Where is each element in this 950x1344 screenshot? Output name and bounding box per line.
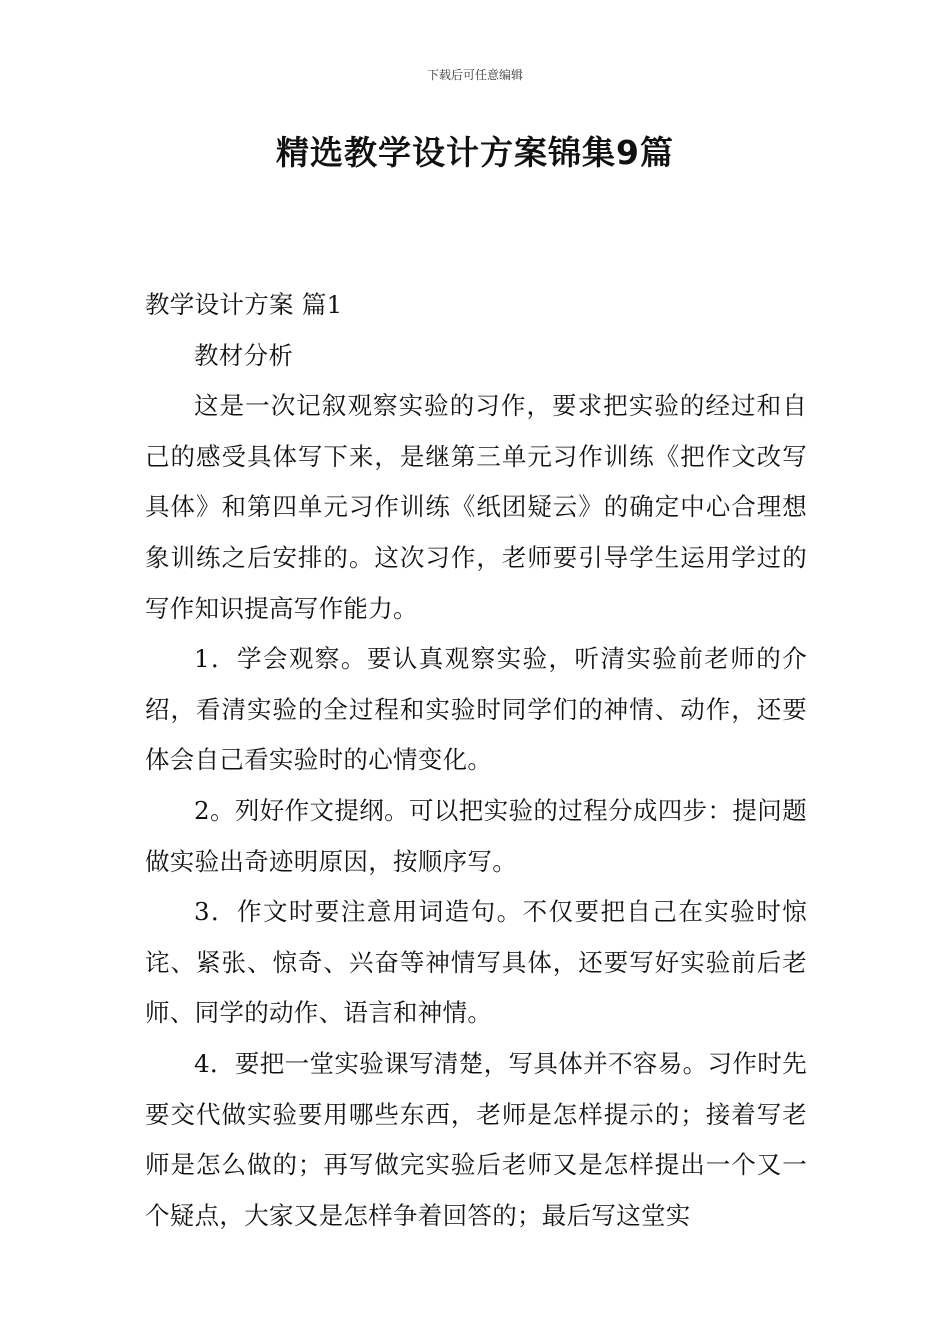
subsection-heading: 教材分析	[194, 340, 294, 370]
document-body	[145, 280, 807, 1241]
paragraph: 1．学会观察。要认真观察实验，听清实验前老师的介绍，看清实验的全过程和实验时同学们的神情、动作，还要体会自己看实验时的心情变化。	[145, 644, 807, 775]
paragraph: 2。列好作文提纲。可以把实验的过程分成四步：提问题做实验出奇迹明原因，按顺序写。	[145, 795, 807, 876]
page-header-note: 下载后可任意编辑	[426, 68, 523, 82]
document-title: 精选教学设计方案锦集9篇	[276, 133, 674, 172]
paragraph: 4．要把一堂实验课写清楚，写具体并不容易。习作时先要交代做实验要用哪些东西，老师是怎样提示的；接着写老师是怎么做的；再写做完实验后老师又是怎样提出一个又一个疑点，大家又是怎样争着回答的；最后写这堂实	[145, 1048, 807, 1230]
paragraph: 3．作文时要注意用词造句。不仅要把自己在实验时惊诧、紧张、惊奇、兴奋等神情写具体，还要写好实验前后老师、同学的动作、语言和神情。	[145, 897, 807, 1028]
paragraph: 这是一次记叙观察实验的习作，要求把实验的经过和自己的感受具体写下来，是继第三单元习作训练《把作文改写具体》和第四单元习作训练《纸团疑云》的确定中心合理想象训练之后安排的。这次习作，老师要引导学生运用学过的写作知识提高写作能力。	[145, 391, 807, 623]
section-heading: 教学设计方案 篇1	[145, 290, 343, 319]
